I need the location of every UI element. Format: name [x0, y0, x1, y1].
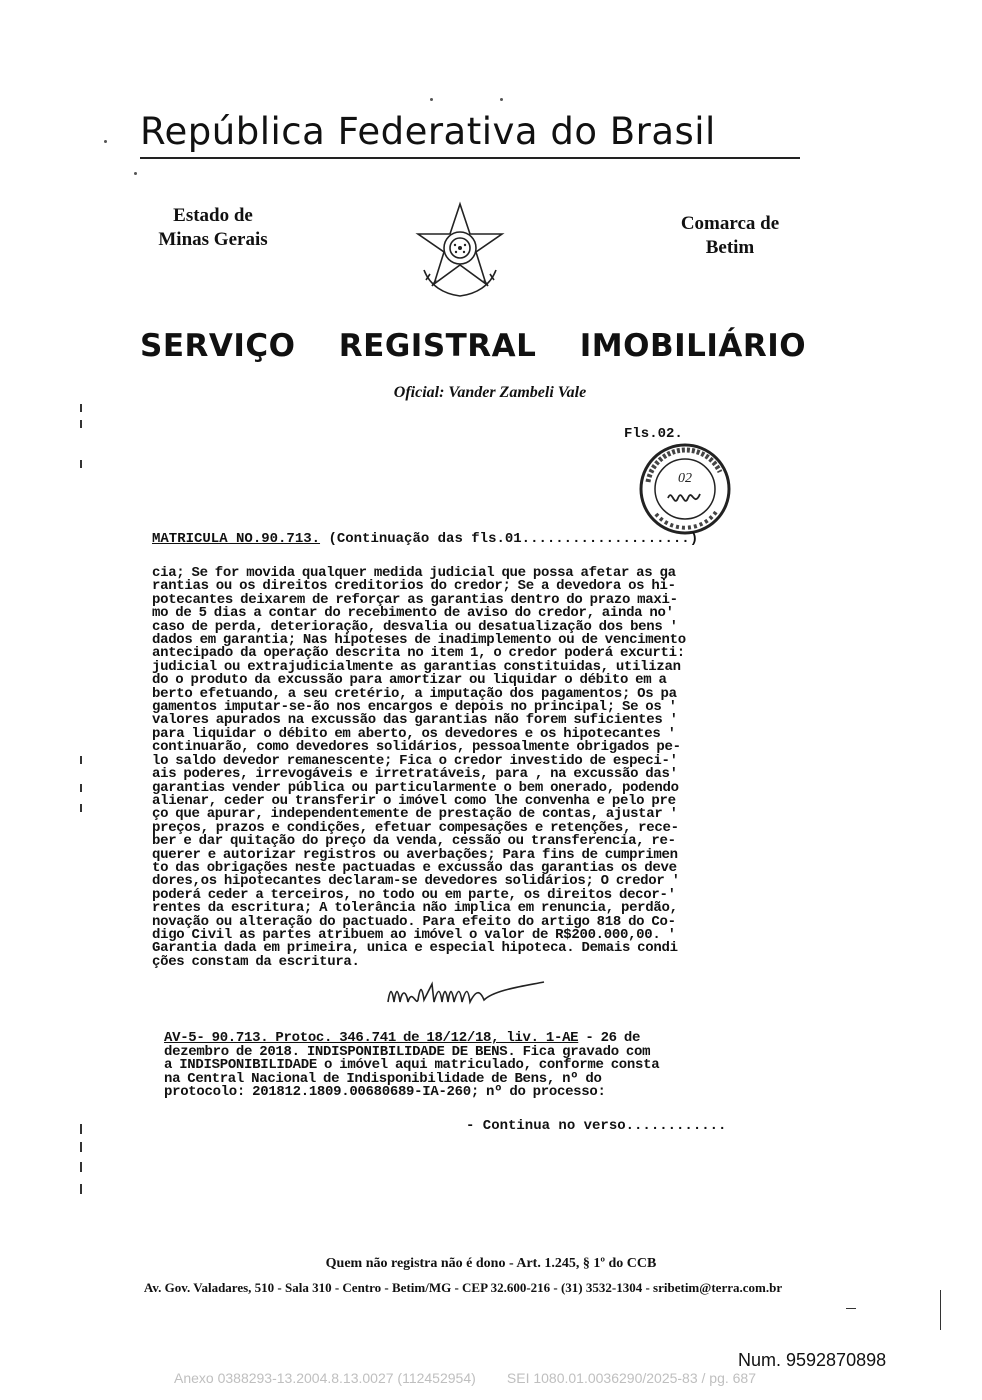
av-header-rest: - 26 de	[578, 1030, 641, 1046]
body-line: gamentos imputar-se-ão nos encargos e depois no principal; Se os '	[152, 699, 677, 716]
body-line: dados em garantia; Nas hipoteses de inadimplemento ou de vencimento	[152, 632, 686, 649]
body-line: continuarão, como devedores solidários, pessoalmente obrigados pe-	[152, 739, 681, 756]
continue-note: - Continua no verso............	[466, 1118, 727, 1134]
body-line: ções constam da escritura.	[152, 953, 360, 970]
comarca-block	[660, 212, 800, 260]
body-line: ais poderes, irrevogáveis e irretratáveis, para , na excussão das'	[152, 766, 678, 783]
margin-mark	[80, 784, 82, 792]
body-line: mo de 5 dias a contar do recebimento de aviso do credor, ainda no'	[152, 605, 674, 622]
av-line-bold: INDISPONIBILIDADE	[172, 1057, 317, 1074]
body-line: novação ou alteração do pactuado. Para efeito do artigo 818 do Co-	[152, 913, 676, 930]
matricula-label: MATRICULA NO.90.713.	[152, 531, 321, 547]
body-line: berto efetuando, a seu cretério, a imputação dos pagamentos; Os pa	[152, 685, 677, 702]
body-line: preços, prazos e condições, efetuar compesações e retenções, rece-	[152, 819, 679, 836]
margin-mark	[500, 98, 503, 101]
av-5-entry	[164, 1032, 764, 1100]
body-line: querer e autorizar registros ou averbações; Para fins de cumprimen	[152, 846, 678, 863]
service-title: SERVIÇO REGISTRAL IMOBILIÁRIO	[140, 328, 807, 364]
margin-mark	[430, 98, 433, 101]
body-line: judicial ou extrajudicialmente as garantias constituidas, utilizan	[152, 658, 681, 675]
margin-mark	[104, 140, 107, 143]
matricula-continuation: (Continuação das fls.01....................)	[328, 531, 699, 547]
av-header: AV-5- 90.713. Protoc. 346.741 de 18/12/18, liv. 1-AE	[164, 1030, 579, 1046]
comarca-line-2: Betim	[705, 237, 755, 258]
annex-reference: Anexo 0388293-13.2004.8.13.0027 (112452954) SEI 1080.01.0036290/2025-83 / pg. 687	[174, 1370, 756, 1386]
body-line: valores apurados na excussão das garantias não forem suficientes '	[152, 712, 678, 729]
body-line: do o produto da excussão para amortizar ou liquidar o débito em a	[152, 672, 667, 689]
body-line: poderá ceder a terceiros, no todo ou em parte, os direitos decor-'	[152, 886, 676, 903]
margin-mark	[80, 420, 82, 428]
comarca-line-1: Comarca de	[680, 213, 780, 234]
body-line: Garantia dada em primeira, unica e especial hipoteca. Demais condi	[152, 940, 678, 957]
margin-mark	[80, 1184, 82, 1194]
body-line: to das obrigações neste pactuadas e excussão das garantias os deve	[152, 859, 677, 876]
body-line: caso de perda, deterioração, desvalia ou desatualização dos bens '	[152, 618, 678, 635]
page-reference: Fls.02.	[624, 426, 683, 442]
body-line: cia; Se for movida qualquer medida judicial que possa afetar as ga	[152, 565, 676, 581]
margin-mark	[846, 1308, 856, 1309]
margin-mark	[80, 756, 82, 764]
matricula-header	[152, 531, 698, 547]
margin-mark	[80, 804, 82, 812]
body-line: alienar, ceder ou transferir o imóvel como lhe convenha e pelo pre	[152, 792, 676, 809]
coat-of-arms-icon	[410, 200, 510, 300]
body-line: ço que apurar, independentemente de prestação de contas, ajustar '	[152, 806, 678, 823]
av-line: na Central Nacional de Indisponibilidade de Bens, nº do	[164, 1070, 602, 1087]
state-line-2: Minas Gerais	[158, 229, 268, 250]
body-line: rentes da escritura; A tolerância não implica em renuncia, perdão,	[152, 900, 678, 917]
republic-title: República Federativa do Brasil	[140, 110, 800, 159]
margin-mark	[134, 172, 137, 175]
signature-icon	[384, 980, 674, 1008]
body-line: lo saldo devedor remanescente; Fica o credor investido de especi-'	[152, 752, 678, 769]
body-line: antecipado da operação descrita no item 1, o credor poderá excurti:	[152, 645, 685, 662]
margin-mark	[940, 1290, 941, 1330]
av-line-text: a	[164, 1057, 173, 1074]
body-line: garantias vender pública ou particularmente o bem onerado, podendo	[152, 779, 679, 796]
margin-mark	[80, 1124, 82, 1134]
body-text	[152, 567, 792, 969]
body-line: dores,os hipotecantes declaram-se devedores solidários; O credor '	[152, 873, 680, 890]
footer-address: Av. Gov. Valadares, 510 - Sala 310 - Centro - Betim/MG - CEP 32.600-216 - (31) 3532-1304 - sribetim@terra.com.br	[143, 1280, 783, 1295]
av-line-bold: INDISPONIBILIDADE DE BENS.	[299, 1043, 516, 1060]
state-block	[148, 204, 278, 252]
margin-mark	[80, 404, 82, 412]
body-line: potecantes deixarem de reforçar as garantias dentro do prazo maxi-	[152, 591, 678, 608]
body-line: rantias ou os direitos creditorios do credor; Se a devedora os hi-	[152, 578, 676, 595]
body-line: ber e dar quitação do preço da venda, cessão ou transferencia, re-	[152, 833, 676, 850]
av-line-text: dezembro de 2018.	[164, 1043, 300, 1060]
margin-mark	[80, 1162, 82, 1172]
notary-stamp-icon	[638, 442, 732, 536]
officer-name: Oficial: Vander Zambeli Vale	[393, 384, 587, 401]
av-line: protocolo: 201812.1809.00680689-IA-260; nº do processo:	[164, 1084, 606, 1101]
margin-mark	[80, 1142, 82, 1152]
state-line-1: Estado de	[173, 205, 253, 226]
body-line: digo Civil as partes atribuem ao imóvel o valor de R$200.000,00. '	[152, 926, 676, 943]
av-line-text: Fica gravado com	[515, 1043, 651, 1060]
footer-motto: Quem não registra não é dono - Art. 1.245, § 1º do CCB	[325, 1256, 657, 1271]
margin-mark	[80, 460, 82, 468]
body-line: para liquidar o débito em aberto, os devedores e os hipotecantes '	[152, 725, 676, 742]
document-number: Num. 9592870898	[738, 1350, 887, 1370]
stamp-handwriting: 02	[678, 471, 692, 486]
av-line-text: o imóvel aqui matriculado, conforme consta	[316, 1057, 660, 1074]
